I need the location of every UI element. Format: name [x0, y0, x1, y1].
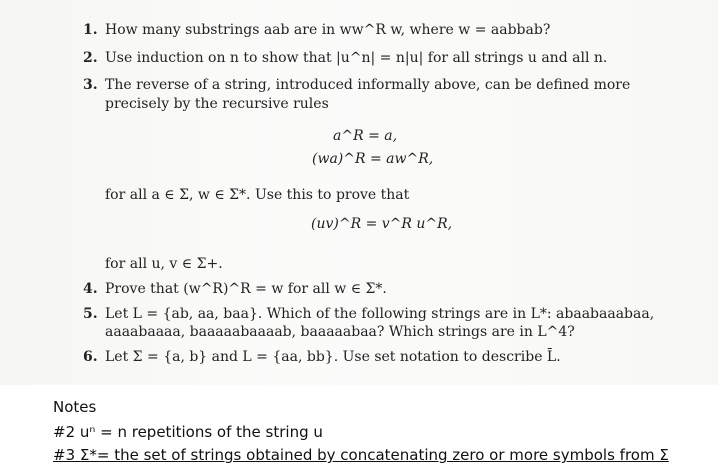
problem-text: aaaabaaaa, baaaaabaaaab, baaaaabaa? Which strings are in L^4? — [105, 324, 575, 340]
problem-number: 1. — [83, 22, 98, 38]
problem-text: Prove that (w^R)^R = w for all w ∈ Σ*. — [105, 281, 387, 297]
equation-rule-3: (uv)^R = v^R u^R, — [311, 216, 453, 232]
equation-rule-1: a^R = a, — [333, 128, 398, 144]
problem-number: 6. — [83, 349, 98, 365]
problem-text: How many substrings aab are in ww^R w, where w = aabbab? — [105, 22, 551, 38]
problem-number: 5. — [83, 306, 98, 322]
equation-rule-2: (wa)^R = aw^R, — [312, 151, 434, 167]
for-all-statement: for all a ∈ Σ, w ∈ Σ*. Use this to prove that — [105, 187, 410, 203]
problem-number: 2. — [83, 50, 98, 66]
note-3: #3 Σ*= the set of strings obtained by concatenating zero or more symbols from Σ — [53, 446, 669, 464]
problem-number: 3. — [83, 77, 98, 93]
problem-text: Use induction on n to show that |u^n| = n|u| for all strings u and all n. — [105, 50, 608, 66]
problem-text: Let L = {ab, aa, baa}. Which of the following strings are in L*: abaabaaabaa, — [105, 306, 655, 322]
note-2: #2 uⁿ = n repetitions of the string u — [53, 423, 323, 441]
problem-text: The reverse of a string, introduced informally above, can be defined more — [105, 77, 631, 93]
for-all-statement: for all u, v ∈ Σ+. — [105, 256, 223, 272]
problem-text: Let Σ = {a, b} and L = {aa, bb}. Use set notation to describe L̄. — [105, 349, 561, 365]
notes-heading: Notes — [53, 398, 97, 416]
problem-text: precisely by the recursive rules — [105, 96, 329, 112]
problem-number: 4. — [83, 281, 98, 297]
